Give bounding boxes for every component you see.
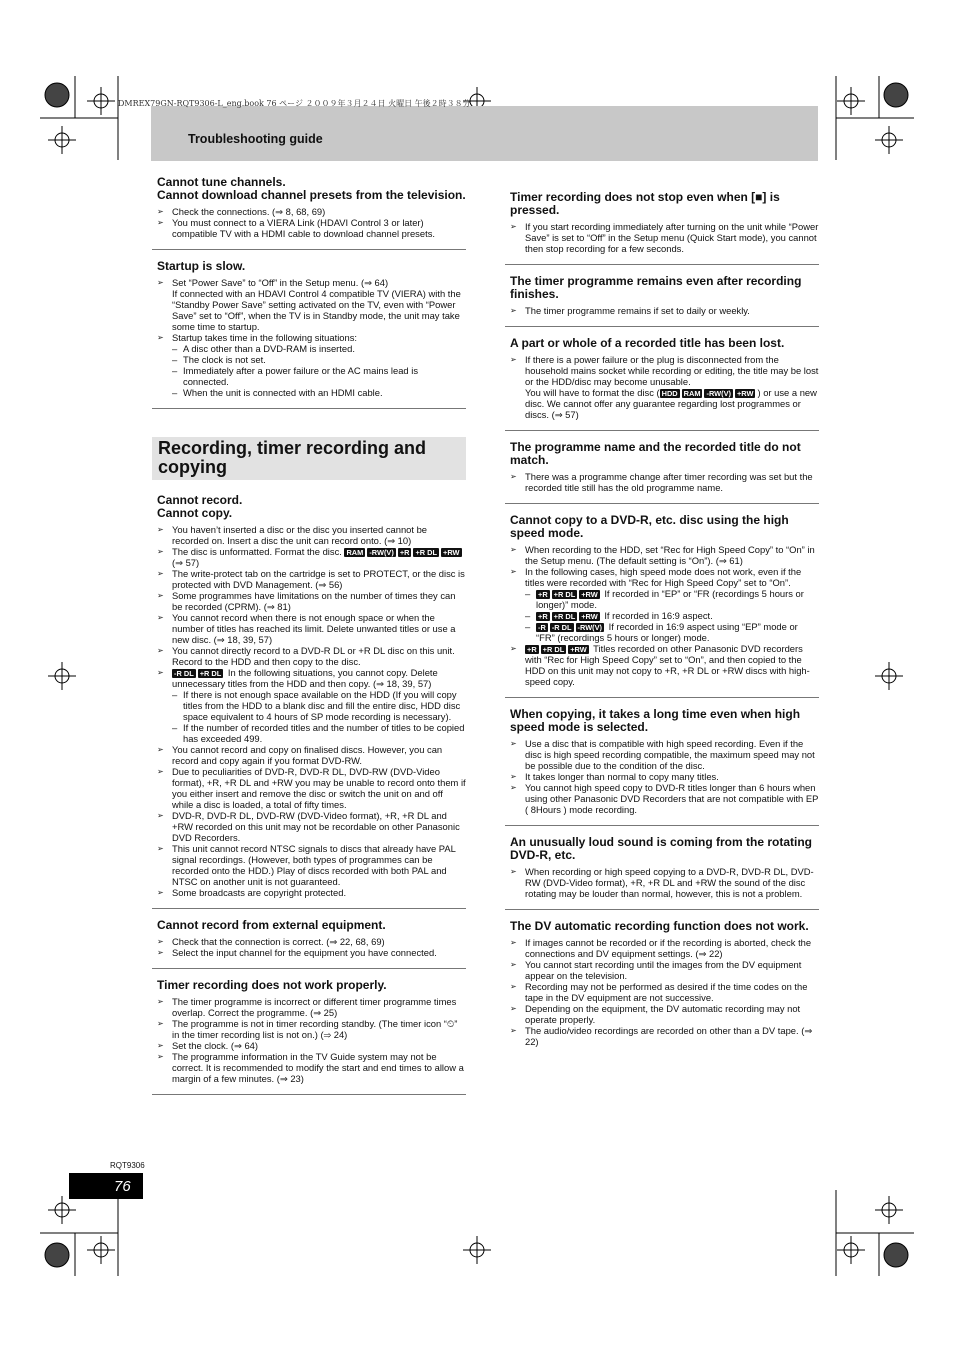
sub-item: – When the unit is connected with an HDMI cable. (183, 387, 466, 398)
list-item: ➢ If you start recording immediately after turning on the unit while “Power Save” is set to “Off” in the Setup menu (Quick Start mode), you cannot then stop recording for a few seconds. (525, 221, 819, 254)
list-item: ➢ The programme information in the TV Guide system may not be correct. It is recommended to modify the start and end times to allow a margin of a few minutes. (⇒ 23) (172, 1051, 466, 1084)
disc-badge: +R (527, 645, 537, 654)
list-item: ➢ The disc is unformatted. Format the disc. RAM -RW(V) +R +R DL +RW (⇒ 57) (172, 546, 466, 568)
list-item: ➢ Check that the connection is correct. (⇒ 22, 68, 69) (172, 936, 466, 947)
disc-badge: +R DL (415, 548, 438, 557)
section-timer-not-stop (505, 191, 819, 265)
list-item: ➢ +R +R DL +RW Titles recorded on other Panasonic DVD recorders with “Rec for High Speed Copy” set to “On”, and then copied to the HDD on this unit may not copy to +R, +R DL or +RW discs with high-speed copy. (525, 643, 819, 687)
list-item: ➢ Set the clock. (⇒ 64) (172, 1040, 466, 1051)
section-heading: Cannot record. Cannot copy. (157, 493, 243, 520)
disc-badge: +R DL (553, 612, 576, 621)
disc-badge: HDD (661, 389, 678, 398)
sub-item: – Immediately after a power failure or the AC mains lead is connected. (183, 365, 466, 387)
sub-item: – -R -R DL -RW(V) If recorded in 16:9 aspect using “EP” mode or “FR” (recordings 5 hours or longer) mode. (536, 621, 819, 643)
disc-badge: +R (538, 612, 548, 621)
section-heading: The programme name and the recorded title do not match. (510, 440, 801, 467)
list-item: ➢ You haven’t inserted a disc or the disc you inserted cannot be recorded on. Insert a disc the unit can record onto. (⇒ 10) (172, 524, 466, 546)
section-heading: Cannot tune channels. Cannot download channel presets from the television. (157, 175, 466, 202)
sub-item: – If the number of recorded titles and the number of titles to be copied has exceeded 499. (183, 722, 466, 744)
list-item: ➢ You cannot directly record to a DVD-R DL or +R DL disc on this unit. Record to the HDD and then copy to the disc. (172, 645, 466, 667)
list-item: ➢ Select the input channel for the equipment you have connected. (172, 947, 466, 958)
disc-badge: +R DL (199, 669, 222, 678)
section-high-speed-copy (505, 514, 819, 698)
list-item: ➢ Due to peculiarities of DVD-R, DVD-R DL, DVD-RW (DVD-Video format), +R, +R DL and +RW you may be unable to record onto them if you either insert and remove the disc or switch the unit on and off while a disc is loaded, a total of fifty times. (172, 766, 466, 810)
list-item: ➢ Some broadcasts are copyright protected. (172, 887, 466, 898)
doc-code: RQT9306 (110, 1161, 145, 1170)
sub-item: – +R +R DL +RW If recorded in “EP” or “FR (recordings 5 hours or longer)” mode. (536, 588, 819, 610)
list-item: ➢ The timer programme is incorrect or different timer programme times overlap. Correct the programme. (⇒ 25) (172, 996, 466, 1018)
disc-badge: +RW (443, 548, 460, 557)
list-item: ➢ When recording to the HDD, set “Rec for High Speed Copy” to “On” in the Setup menu. (The default setting is “On”). (⇒ 61) (525, 544, 819, 566)
disc-badge: +RW (570, 645, 587, 654)
list-item: ➢ You cannot high speed copy to DVD-R titles longer than 6 hours when using other Panasonic DVD Recorders that are not compatible with EP ( 8Hours ) mode recording. (525, 782, 819, 815)
list-item: ➢ Use a disc that is compatible with high speed recording. Even if the disc is high speed recording compatible, the maximum speed may not be possible due to the condition of the disc. (525, 738, 819, 771)
list-item: ➢ There was a programme change after timer recording was set but the recorded title still has the old programme name. (525, 471, 819, 493)
section-heading: Timer recording does not stop even when [■] is pressed. (510, 190, 780, 217)
list-item: ➢ The timer programme remains if set to daily or weekly. (525, 305, 819, 316)
list-item: ➢ -R DL +R DL In the following situations, you cannot copy. Delete unnecessary titles from the HDD and then copy. (⇒ 18, 39, 57) – If there is not enough space available on the HDD (If you will copy titles from the HDD to a blank disc and fill the entire disc, HDD disc space equivalent to 4 hours of SP mode recording is necessary). – If the number of recorded titles and the number of titles to be copied has exceeded 499. (172, 667, 466, 744)
list-item: ➢ In the following cases, high speed mode does not work, even if the titles were recorded with “Rec for High Speed Copy” set to “On”. – +R +R DL +RW If recorded in “EP” or “FR (recordings 5 hours or longer)” mode. – +R +R DL +RW If recorded in 16:9 aspect. – -R -R DL -RW(V) If recorded in 16:9 aspect using “EP” mode or “FR” (recordings 5 hours or longer) mode. (525, 566, 819, 643)
page-section-title: Troubleshooting guide (188, 132, 323, 146)
disc-badge: -RW(V) (577, 623, 603, 632)
section-heading: Startup is slow. (157, 259, 246, 273)
disc-badge: +RW (581, 612, 598, 621)
section-timer-remains (505, 275, 819, 327)
list-item: ➢ When recording or high speed copying to a DVD-R, DVD-R DL, DVD-RW (DVD-Video format), +R, +R DL and +RW the sound of the disc rotating may be louder than normal, however, this is not a problem. (525, 866, 819, 899)
section-name-mismatch (505, 441, 819, 504)
disc-badge: +R DL (542, 645, 565, 654)
section-heading: Cannot record from external equipment. (157, 918, 386, 932)
list-item: ➢ Depending on the equipment, the DV automatic recording may not operate properly. (525, 1003, 819, 1025)
list-item: ➢ Some programmes have limitations on the number of times they can be recorded (CPRM). (⇒ 81) (172, 590, 466, 612)
list-item: ➢ Startup takes time in the following situations: – A disc other than a DVD-RAM is inserted. – The clock is not set. – Immediately after a power failure or the AC mains lead is connected. – When the unit is connected with an HDMI cable. (172, 332, 466, 398)
list-item: ➢ Recording may not be performed as desired if the time codes on the tape in the DV equipment are not successive. (525, 981, 819, 1003)
print-info-line: DMREX79GN-RQT9306-L_eng.book 76 ページ ２００９年３月２４日 火曜日 午後２時３８分 (118, 99, 471, 108)
disc-badge: -R DL (551, 623, 572, 632)
disc-badge: RAM (346, 548, 364, 557)
section-startup-slow (152, 260, 466, 409)
list-item: ➢ Set “Power Save” to “Off” in the Setup menu. (⇒ 64) If connected with an HDAVI Control 4 compatible TV (VIERA) with the “Standby Power Save” setting activated on the TV, even with “Power Save” set to “Off”, when the TV is in Standby mode, the unit may take some time to startup. (172, 277, 466, 332)
sub-item: – The clock is not set. (183, 354, 466, 365)
right-column (505, 191, 819, 1067)
section-heading: An unusually loud sound is coming from the rotating DVD-R, etc. (510, 835, 812, 862)
section-heading: Cannot copy to a DVD-R, etc. disc using the high speed mode. (510, 513, 789, 540)
list-item: ➢ This unit cannot record NTSC signals to discs that already have PAL signal recordings. (However, both types of programmes can be recorded onto the HDD.) Play of discs recorded with both PAL and NTSC on another unit is not guaranteed. (172, 843, 466, 887)
list-item: ➢ The programme is not in timer recording standby. (The timer icon “⏲” in the timer recording list is not on.) (⇒ 24) (172, 1018, 466, 1040)
disc-badge: -RW(V) (706, 389, 731, 398)
disc-badge: -R (538, 623, 546, 632)
disc-badge: +RW (736, 389, 754, 398)
list-item: ➢ DVD-R, DVD-R DL, DVD-RW (DVD-Video format), +R, +R DL and +RW recorded on this unit may not be recordable on other Panasonic DVD Recorders. (172, 810, 466, 843)
disc-badge: +R (538, 590, 548, 599)
list-item: ➢ You cannot record when there is not enough space or when the number of titles has reached its limit. Delete unwanted titles or use a new disc. (⇒ 18, 39, 57) (172, 612, 466, 645)
section-external-equipment (152, 919, 466, 969)
sub-item: – +R +R DL +RW If recorded in 16:9 aspect. (536, 610, 819, 621)
list-item: ➢ If there is a power failure or the plug is disconnected from the household mains socket while recording or editing, the title may be lost or the HDD/disc may become unusable. You will have to format the disc ( HDD RAM -RW(V) +RW ) or use a new disc. We cannot offer any guarantee regarding lost programmes or discs. (⇒ 57) (525, 354, 819, 420)
section-heading: Timer recording does not work properly. (157, 978, 387, 992)
section-dv-auto-record (505, 920, 819, 1057)
section-heading: The DV automatic recording function does not work. (510, 919, 809, 933)
disc-badge: +R (399, 548, 410, 557)
chapter-title-box (152, 437, 466, 480)
section-heading: A part or whole of a recorded title has been lost. (510, 336, 785, 350)
list-item: ➢ The audio/video recordings are recorded on other than a DV tape. (⇒ 22) (525, 1025, 819, 1047)
disc-badge: +RW (581, 590, 598, 599)
disc-badge: -RW(V) (369, 548, 394, 557)
section-copy-long-time (505, 708, 819, 826)
section-title-lost (505, 337, 819, 431)
section-timer-not-working (152, 979, 466, 1095)
disc-badge: +R DL (553, 590, 576, 599)
section-heading: When copying, it takes a long time even when high speed mode is selected. (510, 707, 801, 734)
disc-badge: -R DL (174, 669, 194, 678)
list-item: ➢ You cannot record and copy on finalised discs. However, you can record and copy again if you format DVD-RW. (172, 744, 466, 766)
list-item: ➢ You must connect to a VIERA Link (HDAVI Control 3 or later) compatible TV with a HDMI cable to download channel presets. (172, 217, 466, 239)
sub-item: – A disc other than a DVD-RAM is inserted. (183, 343, 466, 354)
list-item: ➢ If images cannot be recorded or if the recording is aborted, check the connections and DV equipment settings. (⇒ 22) (525, 937, 819, 959)
disc-badge: RAM (683, 389, 701, 398)
chapter-title: Recording, timer recording and copying (158, 438, 427, 477)
list-item: ➢ You cannot start recording until the images from the DV equipment appear on the television. (525, 959, 819, 981)
sub-item: – If there is not enough space available on the HDD (If you will copy titles from the HDD to a blank disc and fill the entire disc, HDD disc space equivalent to 4 hours of SP mode recording is necessary). (183, 689, 466, 722)
left-column (152, 176, 466, 1105)
section-loud-sound (505, 836, 819, 910)
page-number: 76 (114, 1178, 131, 1195)
list-item: ➢ It takes longer than normal to copy many titles. (525, 771, 819, 782)
section-cannot-record (152, 494, 466, 909)
section-heading: The timer programme remains even after recording finishes. (510, 274, 802, 301)
list-item: ➢ The write-protect tab on the cartridge is set to PROTECT, or the disc is protected with DVD Management. (⇒ 56) (172, 568, 466, 590)
section-cannot-tune (152, 176, 466, 250)
page-number-box (69, 1173, 143, 1199)
list-item: ➢ Check the connections. (⇒ 8, 68, 69) (172, 206, 466, 217)
